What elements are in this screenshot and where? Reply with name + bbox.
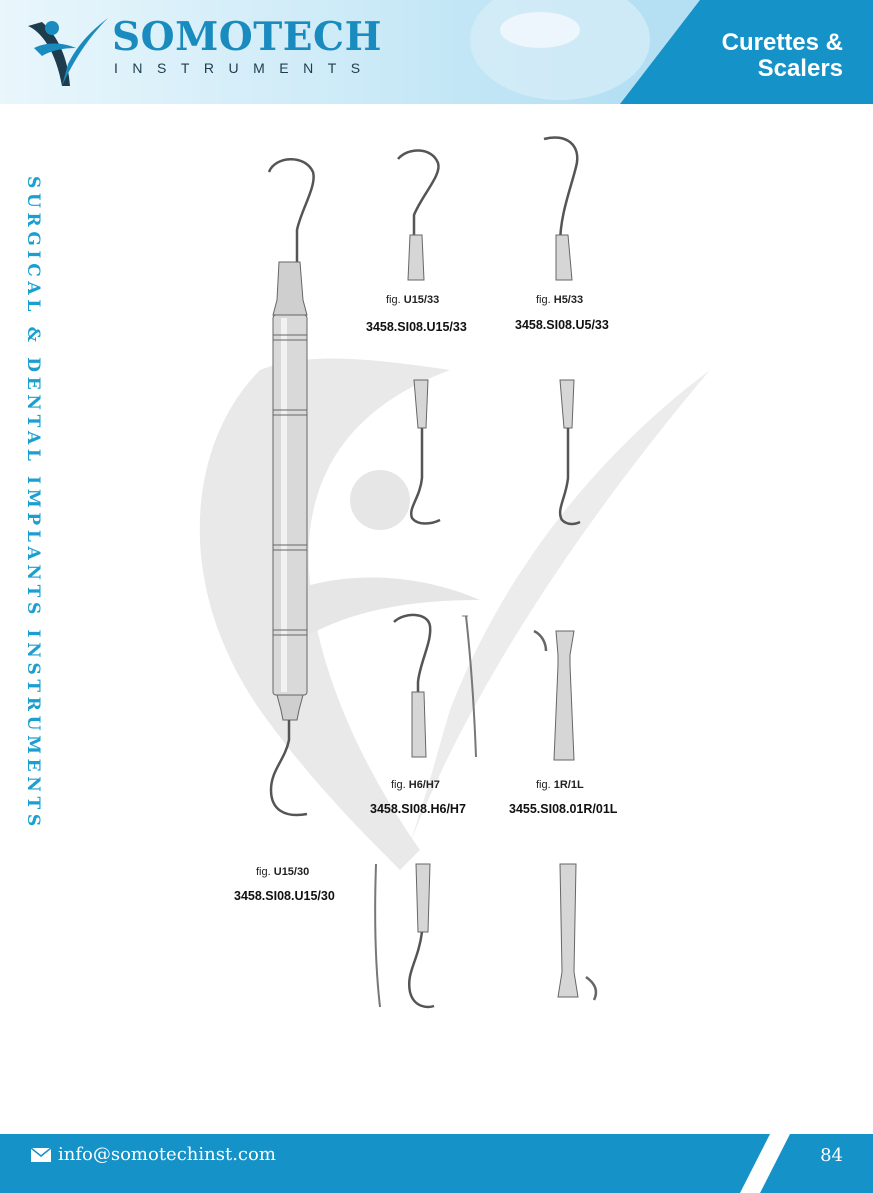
section-title-line2: Scalers	[757, 55, 843, 82]
brand-subtitle: INSTRUMENTS	[114, 60, 375, 76]
product-code-u15-33: 3458.SI08.U15/33	[366, 320, 467, 334]
contact-email[interactable]	[30, 1144, 276, 1165]
instrument-u15-33-tip-bottom	[400, 378, 450, 528]
instrument-h5-33-tip-top	[538, 135, 588, 285]
fig-prefix: fig.	[536, 779, 551, 791]
instrument-u15-30-image	[255, 150, 325, 830]
email-link[interactable]: info@somotechinst.com	[58, 1144, 276, 1165]
page-header	[0, 0, 873, 104]
fig-code: U15/33	[403, 294, 440, 306]
fig-prefix: fig.	[391, 779, 406, 791]
section-title-line1: Curettes &	[721, 29, 843, 56]
fig-code: 1R/1L	[553, 779, 584, 791]
fig-code: U15/30	[273, 866, 310, 878]
fig-prefix: fig.	[536, 294, 551, 306]
instrument-1r-1l-tip-bottom	[550, 862, 610, 1007]
envelope-icon	[30, 1147, 52, 1163]
fig-label-h5-33	[536, 294, 583, 306]
fig-label-u15-30	[256, 866, 309, 878]
fig-code: H6/H7	[408, 779, 440, 791]
fig-label-u15-33	[386, 294, 439, 306]
fig-prefix: fig.	[256, 866, 271, 878]
fig-prefix: fig.	[386, 294, 401, 306]
product-code-u15-30: 3458.SI08.U15/30	[234, 889, 335, 903]
fig-label-1r-1l	[536, 779, 584, 791]
page-number: 84	[820, 1145, 843, 1166]
fig-code: H5/33	[553, 294, 584, 306]
brand-name: SOMOTECH	[112, 14, 382, 60]
product-code-h6-h7: 3458.SI08.H6/H7	[370, 802, 466, 816]
instrument-u15-33-tip-top	[392, 145, 452, 285]
instrument-h6-h7-tip-bottom	[370, 862, 440, 1012]
fig-label-h6-h7	[391, 779, 440, 791]
product-code-1r-1l: 3455.SI08.01R/01L	[509, 802, 618, 816]
instrument-1r-1l-tip-top	[528, 625, 588, 765]
instrument-h5-33-tip-bottom	[550, 378, 590, 528]
section-title	[722, 30, 843, 82]
somotech-logo-icon	[22, 8, 112, 96]
vertical-side-title: SURGICAL & DENTAL IMPLANTS INSTRUMENTS	[23, 176, 43, 831]
product-code-h5-33: 3458.SI08.U5/33	[515, 318, 609, 332]
instrument-h6-h7-tip-top	[390, 612, 490, 762]
page-footer	[0, 1134, 873, 1193]
